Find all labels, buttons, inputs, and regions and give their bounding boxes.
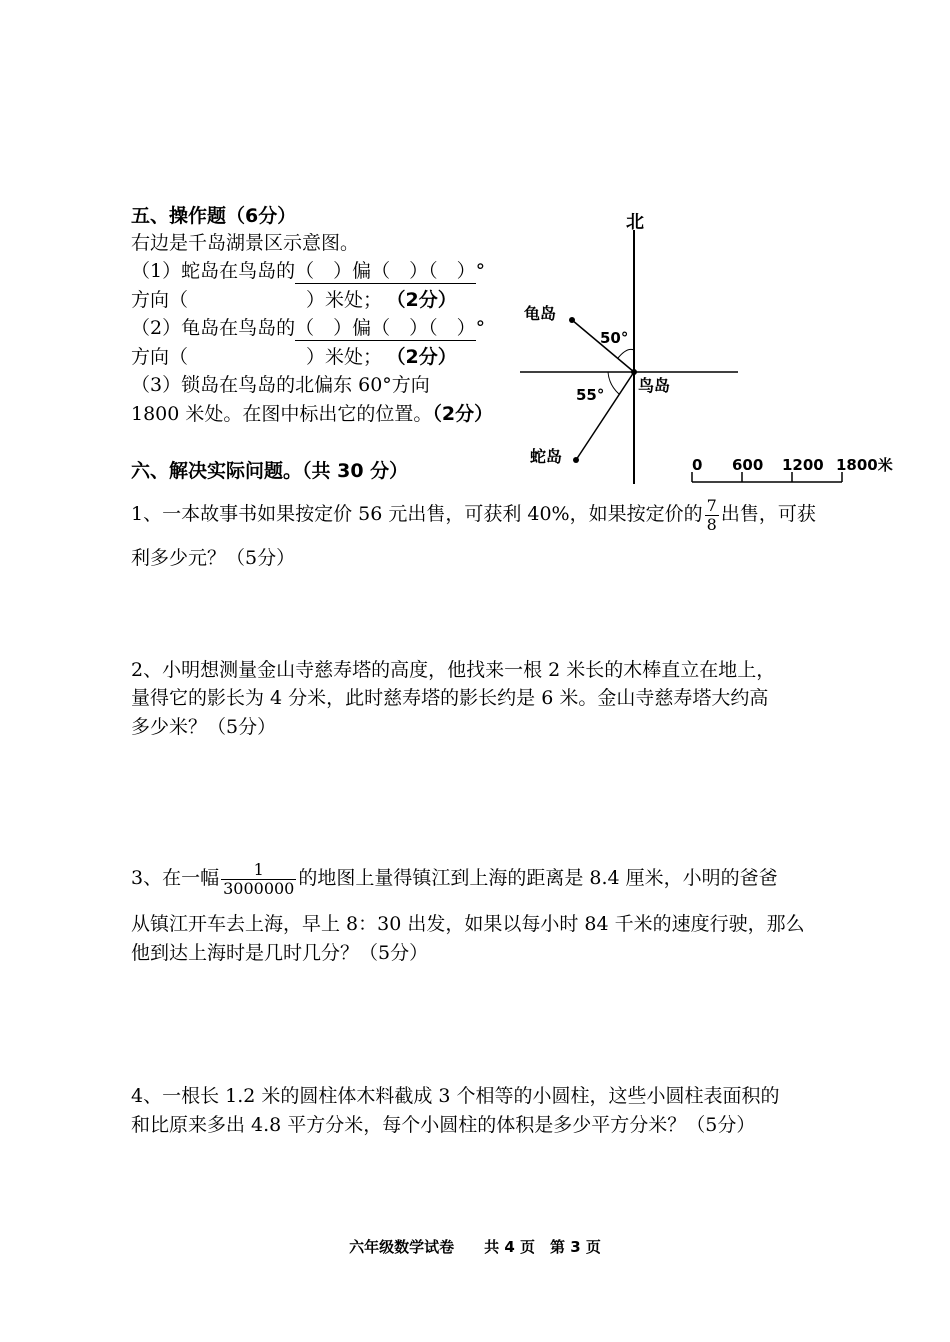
turtle-island-point bbox=[569, 317, 575, 323]
problem-3-text-b: 的地图上量得镇江到上海的距离是 8.4 厘米，小明的爸爸 bbox=[298, 867, 778, 889]
north-label: 北 bbox=[626, 212, 644, 233]
section-5-title: 五、操作题（6分） bbox=[131, 205, 297, 227]
island-map-diagram bbox=[510, 200, 910, 490]
angle-50-arc bbox=[618, 349, 634, 358]
question-5-3-line-1: （3）锁岛在鸟岛的北偏东 60°方向 bbox=[131, 374, 430, 396]
problem-2-line-3: 多少米？（5分） bbox=[131, 716, 277, 738]
problem-1-fraction-denominator: 8 bbox=[706, 514, 717, 534]
question-5-2-prefix: （2）龟岛在鸟岛的 bbox=[131, 317, 296, 339]
question-5-2-blanks: （ ）偏（ ）（ ） bbox=[295, 317, 476, 339]
question-5-3-line-2 bbox=[131, 402, 493, 426]
question-5-1-direction-label: 方向（ bbox=[131, 289, 189, 311]
question-5-1-distance-suffix: ）米处； bbox=[306, 289, 383, 311]
question-5-1-line-2 bbox=[131, 288, 457, 312]
question-5-2-line-2 bbox=[131, 345, 457, 369]
scale-label-600: 600 bbox=[732, 456, 764, 474]
question-5-2-degree: ° bbox=[475, 317, 486, 339]
problem-1-text-b: 出售，可获 bbox=[720, 503, 816, 525]
scale-label-1200: 1200 bbox=[782, 456, 824, 474]
problem-1-line-2: 利多少元？（5分） bbox=[131, 547, 296, 569]
problem-3-fraction-denominator: 3000000 bbox=[223, 878, 295, 898]
bird-island-point bbox=[631, 369, 637, 375]
section-6-title: 六、解决实际问题。（共 30 分） bbox=[131, 460, 409, 482]
page-footer: 六年级数学试卷 共 4 页 第 3 页 bbox=[349, 1238, 601, 1256]
problem-4-line-1: 4、一根长 1.2 米的圆柱体木料截成 3 个相等的小圆柱，这些小圆柱表面积的 bbox=[131, 1085, 780, 1107]
question-5-3-text: 1800 米处。在图中标出它的位置。 bbox=[131, 403, 433, 425]
problem-3-fraction-numerator: 1 bbox=[253, 859, 264, 879]
question-5-2-score: （2分） bbox=[396, 346, 457, 368]
question-5-2-line-1 bbox=[131, 316, 485, 341]
problem-3-fraction bbox=[221, 861, 296, 898]
bird-island-label: 鸟岛 bbox=[638, 376, 671, 395]
scale-label-0: 0 bbox=[692, 456, 703, 474]
question-5-1-blanks: （ ）偏（ ）（ ） bbox=[295, 260, 476, 282]
problem-2-line-2: 量得它的影长为 4 分米，此时慈寿塔的影长约是 6 米。金山寺慈寿塔大约高 bbox=[131, 687, 769, 709]
question-5-2-distance-suffix: ）米处； bbox=[306, 346, 383, 368]
problem-1-fraction-numerator: 7 bbox=[706, 495, 717, 515]
problem-1-fraction bbox=[705, 497, 719, 534]
problem-2-line-1: 2、小明想测量金山寺慈寿塔的高度，他找来一根 2 米长的木棒直立在地上， bbox=[131, 659, 776, 681]
question-5-1-prefix: （1）蛇岛在鸟岛的 bbox=[131, 260, 296, 282]
question-5-2-direction-label: 方向（ bbox=[131, 346, 189, 368]
problem-3-line-3: 他到达上海时是几时几分？（5分） bbox=[131, 942, 429, 964]
question-5-3-score: （2分） bbox=[432, 403, 494, 425]
angle-50-label: 50° bbox=[600, 329, 629, 347]
problem-3-text-a: 3、在一幅 bbox=[131, 867, 220, 889]
snake-island-label: 蛇岛 bbox=[530, 447, 563, 466]
problem-4-line-2: 和比原来多出 4.8 平方分米，每个小圆柱的体积是多少平方分米？（5分） bbox=[131, 1114, 756, 1136]
problem-3-line-1 bbox=[131, 858, 778, 898]
question-5-1-line-1 bbox=[131, 259, 485, 284]
scale-label-1800: 1800米 bbox=[836, 456, 893, 474]
problem-3-line-2: 从镇江开车去上海，早上 8：30 出发，如果以每小时 84 千米的速度行驶，那么 bbox=[131, 913, 805, 935]
question-5-1-score: （2分） bbox=[396, 289, 457, 311]
angle-55-label: 55° bbox=[576, 386, 605, 404]
snake-island-point bbox=[573, 457, 579, 463]
turtle-island-label: 龟岛 bbox=[524, 304, 557, 323]
question-5-1-degree: ° bbox=[475, 260, 486, 282]
problem-1-text-a: 1、一本故事书如果按定价 56 元出售，可获利 40%，如果按定价的 bbox=[131, 503, 703, 525]
section-5-intro: 右边是千岛湖景区示意图。 bbox=[131, 232, 360, 254]
angle-55-arc bbox=[608, 372, 619, 394]
problem-1-line-1 bbox=[131, 494, 816, 534]
